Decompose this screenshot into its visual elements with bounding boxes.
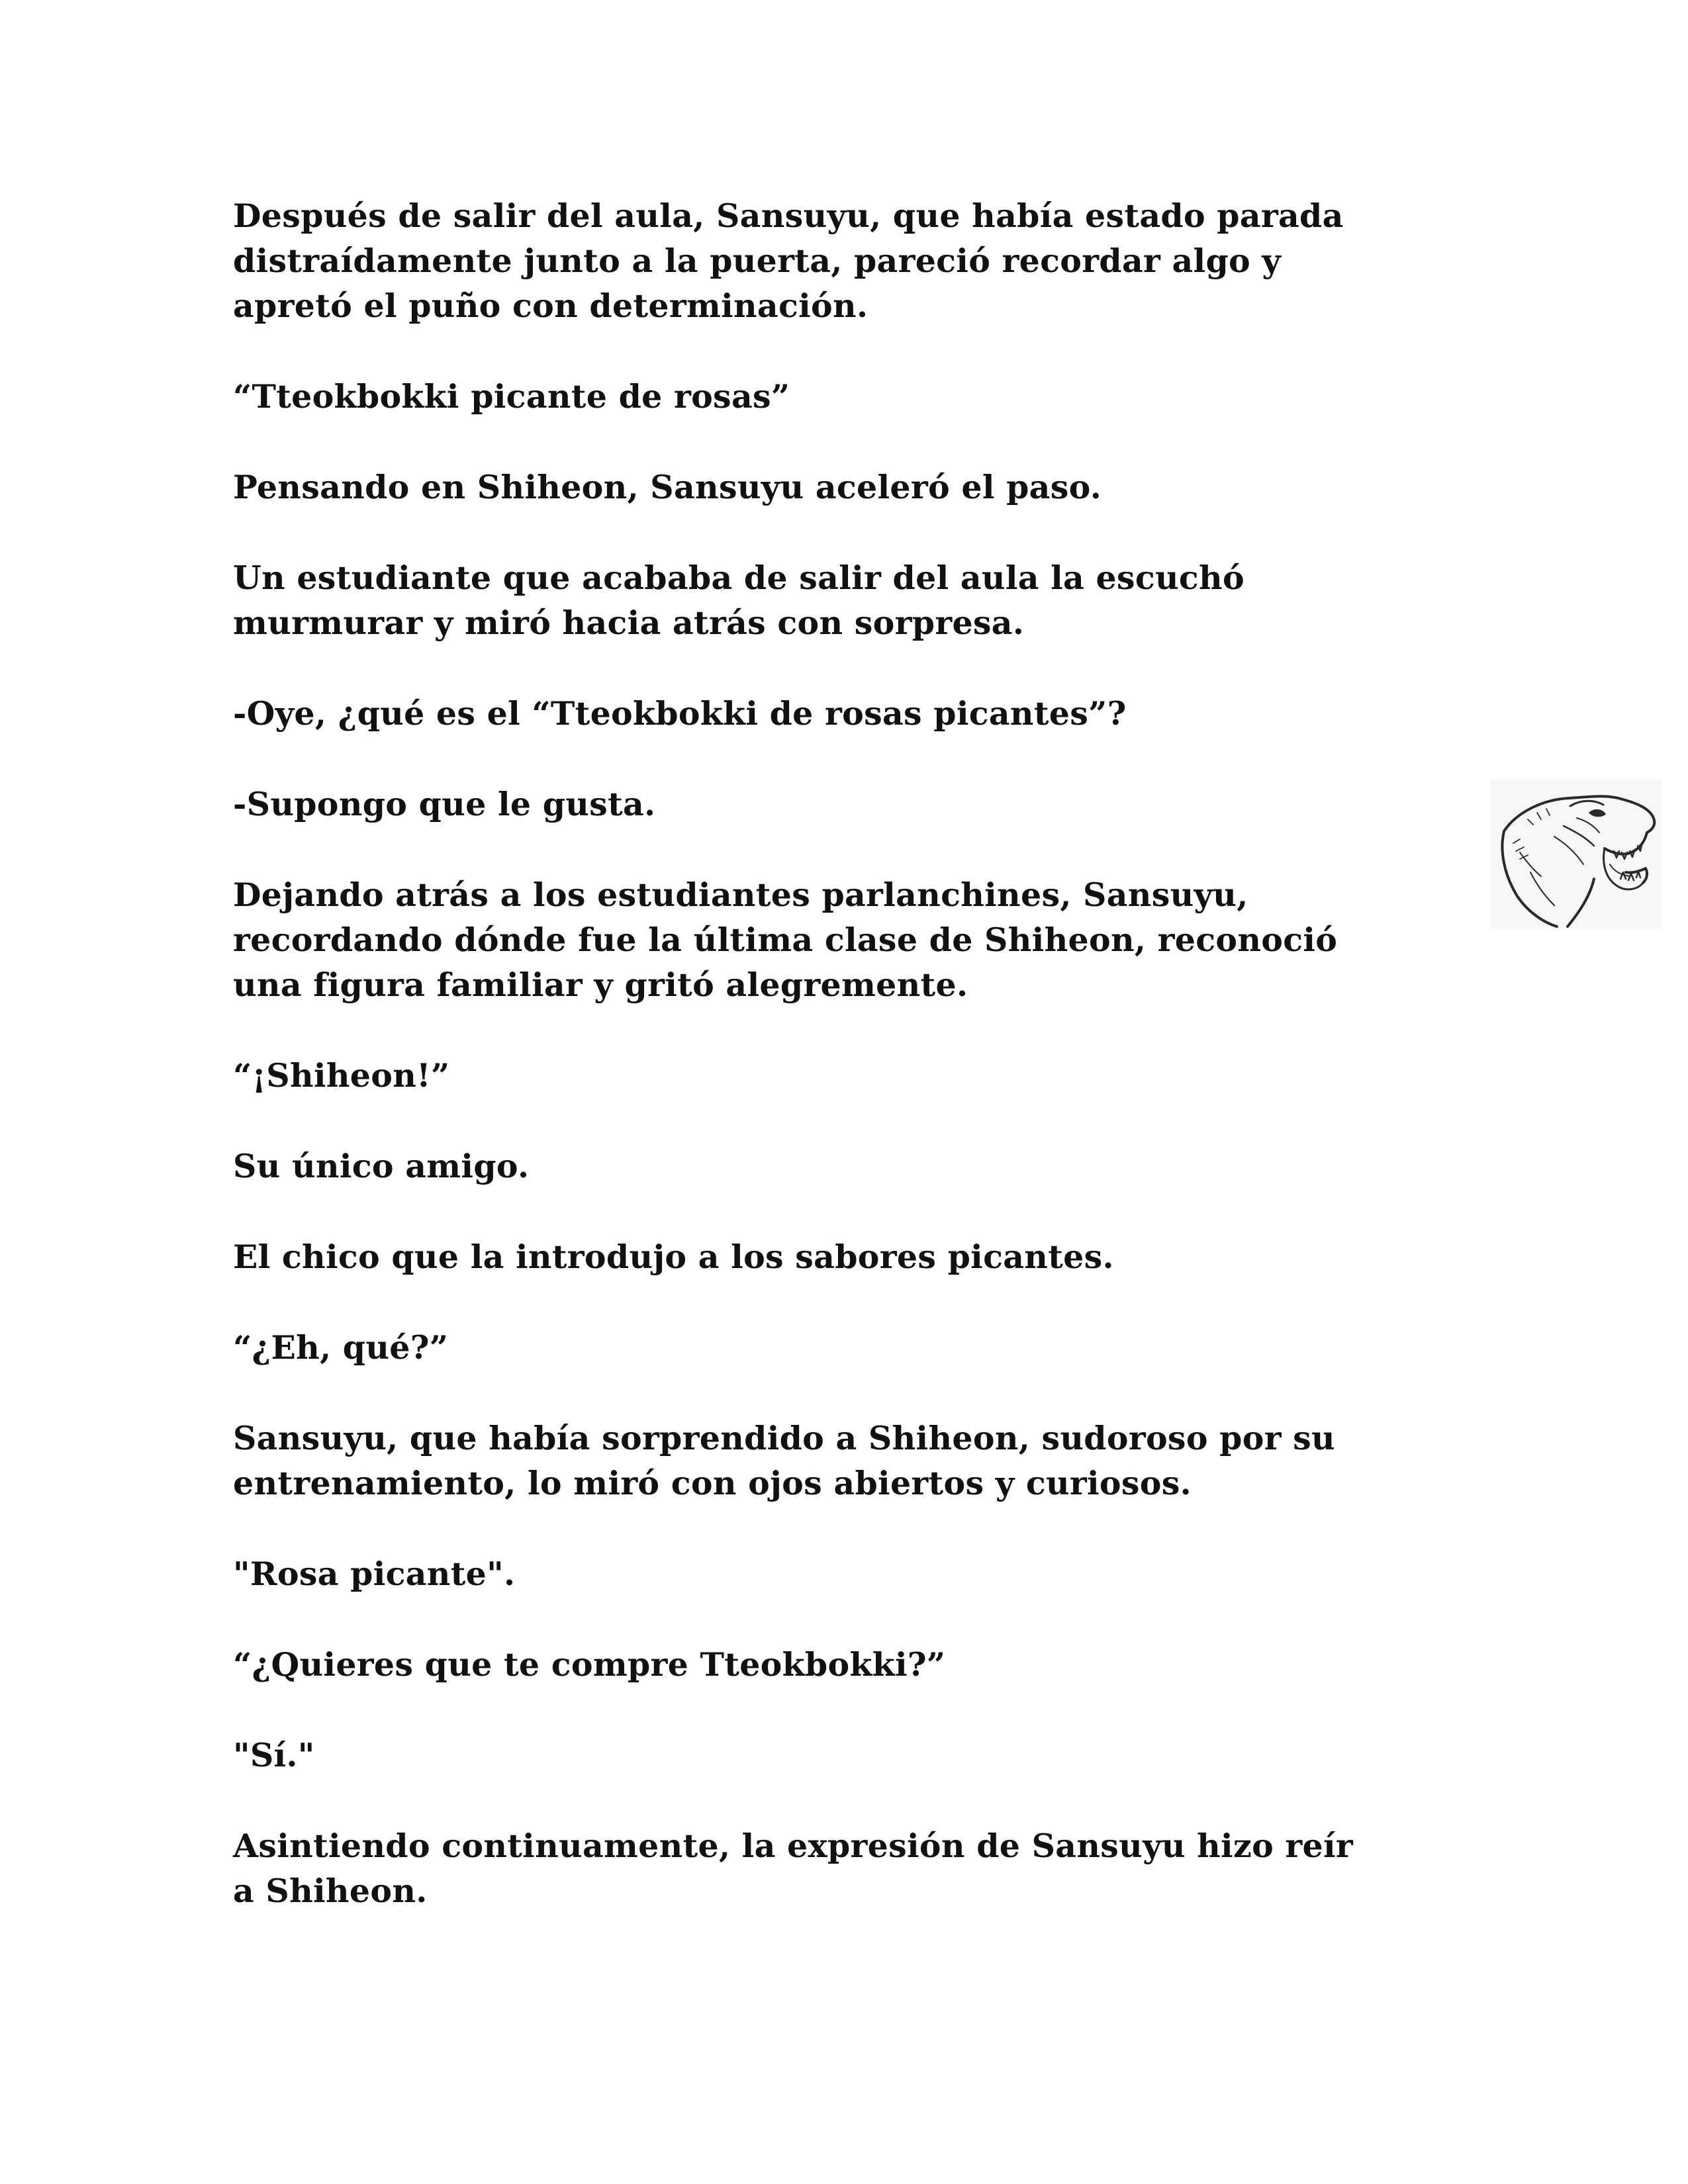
paragraph-8: “¡Shiheon!” bbox=[233, 1056, 450, 1095]
paragraph-1: Después de salir del aula, Sansuyu, que había estado parada distraídamente junto a la puerta, pareció recordar algo y apretó el puño con determinación. bbox=[233, 197, 1344, 325]
paragraph-12: Sansuyu, que había sorprendido a Shiheon, sudoroso por su entrenamiento, lo miró con ojos abiertos y curiosos. bbox=[233, 1419, 1335, 1502]
paragraph-5: -Oye, ¿qué es el “Tteokbokki de rosas picantes”? bbox=[233, 694, 1127, 733]
paragraph-6: -Supongo que le gusta. bbox=[233, 785, 656, 823]
paragraph-2: “Tteokbokki picante de rosas” bbox=[233, 377, 790, 416]
paragraph-14: “¿Quieres que te compre Tteokbokki?” bbox=[233, 1645, 946, 1684]
paragraph-11: “¿Eh, qué?” bbox=[233, 1328, 449, 1367]
paragraph-9: Su único amigo. bbox=[233, 1147, 530, 1185]
paragraph-3: Pensando en Shiheon, Sansuyu aceleró el paso. bbox=[233, 468, 1102, 506]
story-text bbox=[233, 193, 1464, 1913]
paragraph-4: Un estudiante que acababa de salir del aula la escuchó murmurar y miró hacia atrás con sorpresa. bbox=[233, 559, 1244, 642]
paragraph-15: "Sí." bbox=[233, 1736, 315, 1774]
dinosaur-head-icon bbox=[1491, 780, 1662, 929]
paragraph-13: "Rosa picante". bbox=[233, 1555, 516, 1593]
paragraph-16: Asintiendo continuamente, la expresión de Sansuyu hizo reír a Shiheon. bbox=[233, 1827, 1354, 1910]
paragraph-7: Dejando atrás a los estudiantes parlanchines, Sansuyu, recordando dónde fue la última clase de Shiheon, reconoció una figura familiar y gritó alegremente. bbox=[233, 876, 1338, 1004]
paragraph-10: El chico que la introdujo a los sabores picantes. bbox=[233, 1238, 1114, 1276]
